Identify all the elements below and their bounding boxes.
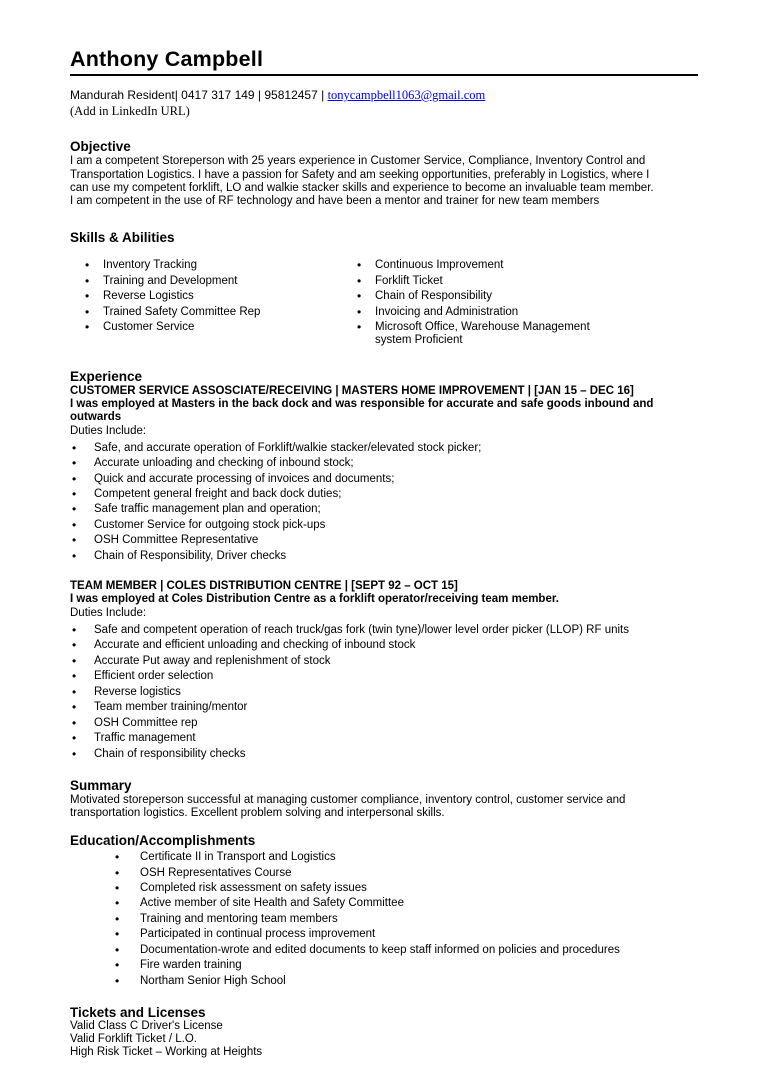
duty-item: • OSH Committee rep	[70, 717, 680, 730]
duty-item: • Competent general freight and back dock duties;	[70, 488, 680, 501]
skills-columns	[70, 259, 698, 350]
duty-item: • Team member training/mentor	[70, 701, 680, 714]
skill-item: • Trained Safety Committee Rep	[70, 306, 357, 319]
job-duties-list	[70, 624, 680, 761]
skill-item: • Microsoft Office, Warehouse Management system Proficient	[357, 321, 609, 347]
job-entry-coles	[70, 580, 698, 761]
duty-item: • Quick and accurate processing of invoices and documents;	[70, 473, 680, 486]
duty-item: • Safe traffic management plan and operation;	[70, 503, 680, 516]
job-duties-list	[70, 442, 680, 563]
duty-item: • OSH Committee Representative	[70, 534, 680, 547]
duty-item: • Safe and competent operation of reach truck/gas fork (twin tyne)/lower level order picker (LLOP) RF units	[70, 624, 680, 637]
job-title: CUSTOMER SERVICE ASSOSCIATE/RECEIVING | MASTERS HOME IMPROVEMENT | [JAN 15 – DEC 16]	[70, 384, 634, 397]
education-item: • Completed risk assessment on safety issues	[70, 882, 680, 895]
duty-item: • Accurate Put away and replenishment of stock	[70, 655, 680, 668]
ticket-line: Valid Class C Driver's License	[70, 1019, 223, 1032]
duty-item: • Chain of responsibility checks	[70, 748, 680, 761]
skill-item: • Customer Service	[70, 321, 357, 334]
email-link[interactable]: tonycampbell1063@gmail.com	[327, 88, 486, 102]
skill-item: • Chain of Responsibility	[357, 290, 609, 303]
ticket-line: Valid Forklift Ticket / L.O.	[70, 1033, 197, 1046]
skills-right-list	[357, 259, 609, 350]
duties-label: Duties Include:	[70, 425, 147, 438]
education-item: • Fire warden training	[70, 959, 680, 972]
job-summary: I was employed at Masters in the back dock and was responsible for accurate and safe goods inbound and outwards	[70, 397, 654, 424]
duty-item: • Accurate unloading and checking of inbound stock;	[70, 457, 680, 470]
skill-item: • Training and Development	[70, 275, 357, 288]
skills-left-list	[70, 259, 357, 350]
ticket-line: High Risk Ticket – Working at Heights	[70, 1046, 263, 1059]
linkedin-placeholder: (Add in LinkedIn URL)	[70, 104, 190, 119]
summary-heading: Summary	[70, 777, 132, 793]
education-item: • Participated in continual process improvement	[70, 928, 680, 941]
job-summary: I was employed at Coles Distribution Centre as a forklift operator/receiving team member.	[70, 593, 559, 606]
skill-item: • Invoicing and Administration	[357, 306, 609, 319]
summary-text: Motivated storeperson successful at managing customer compliance, inventory control, customer service and transportation logistics. Excellent problem solving and interpersonal skills.	[70, 793, 626, 819]
duty-item: • Traffic management	[70, 732, 680, 745]
tickets-heading: Tickets and Licenses	[70, 1004, 206, 1020]
education-list	[70, 851, 680, 988]
skill-item: • Forklift Ticket	[357, 275, 609, 288]
education-item: • Training and mentoring team members	[70, 913, 680, 926]
job-entry-masters	[70, 385, 698, 563]
education-item: • Documentation-wrote and edited documents to keep staff informed on policies and procedures	[70, 944, 680, 957]
objective-text: I am a competent Storeperson with 25 years experience in Customer Service, Compliance, Inventory Control and Transportation Logistics. I have a passion for Safety and am seeking opportunities, preferably in Logistics, where I can use my competent forklift, LO and walkie stacker skills and experience to become an invaluable team member. I am competent in the use of RF technology and have been a mentor and trainer for new team members	[70, 155, 654, 208]
education-heading: Education/Accomplishments	[70, 833, 256, 849]
skills-heading: Skills & Abilities	[70, 230, 175, 246]
education-item: • Certificate II in Transport and Logistics	[70, 851, 680, 864]
contact-block	[70, 89, 698, 118]
duty-item: • Customer Service for outgoing stock pick-ups	[70, 519, 680, 532]
contact-info: Mandurah Resident| 0417 317 149 | 95812457 |	[70, 88, 328, 102]
education-item: • Northam Senior High School	[70, 975, 680, 988]
duty-item: • Efficient order selection	[70, 670, 680, 683]
skill-item: • Reverse Logistics	[70, 290, 357, 303]
experience-heading: Experience	[70, 368, 143, 384]
duty-item: • Accurate and efficient unloading and checking of inbound stock	[70, 639, 680, 652]
skill-item: • Continuous Improvement	[357, 259, 609, 272]
duty-item: • Reverse logistics	[70, 686, 680, 699]
header-divider	[70, 74, 698, 76]
page-title: Anthony Campbell	[70, 47, 264, 71]
objective-heading: Objective	[70, 139, 131, 155]
education-item: • Active member of site Health and Safety Committee	[70, 897, 680, 910]
skill-item: • Inventory Tracking	[70, 259, 357, 272]
job-title: TEAM MEMBER | COLES DISTRIBUTION CENTRE | [SEPT 92 – OCT 15]	[70, 580, 458, 593]
duties-label: Duties Include:	[70, 607, 147, 620]
education-item: • OSH Representatives Course	[70, 867, 680, 880]
duty-item: • Chain of Responsibility, Driver checks	[70, 550, 680, 563]
duty-item: • Safe, and accurate operation of Forklift/walkie stacker/elevated stock picker;	[70, 442, 680, 455]
